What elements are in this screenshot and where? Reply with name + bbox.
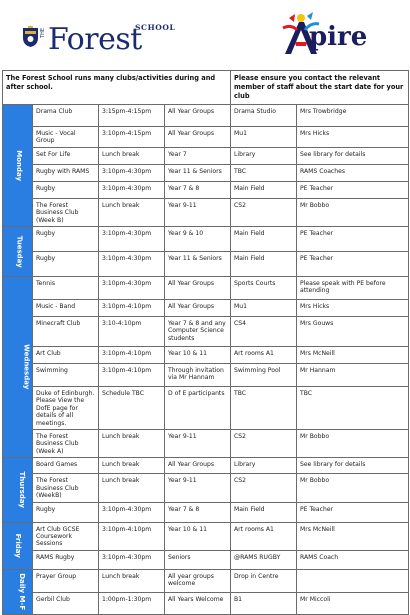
- staff-cell: See library for details: [297, 458, 409, 474]
- table-row: [3, 105, 409, 127]
- forest-school-logo: [22, 20, 176, 62]
- table-row: [3, 198, 409, 226]
- time-cell: Lunch break: [99, 458, 165, 474]
- time-cell: Lunch break: [99, 147, 165, 164]
- staff-cell: Mr Bobbo: [297, 430, 409, 458]
- club-name-cell: Gerbil Club: [33, 592, 99, 614]
- location-cell: CS4: [231, 317, 297, 347]
- intro-left: The Forest School runs many clubs/activities during and after school.: [3, 71, 231, 105]
- day-cell-wednesday: [3, 277, 33, 458]
- time-cell: 3:10pm-4:30pm: [99, 227, 165, 252]
- year-group-cell: All year groups welcome: [165, 569, 231, 592]
- clubs-table-container: [2, 70, 408, 615]
- staff-cell: TBC: [297, 387, 409, 430]
- table-row: [3, 164, 409, 181]
- day-label: Thursday: [17, 471, 26, 509]
- staff-cell: Mrs Hicks: [297, 300, 409, 317]
- table-row: [3, 227, 409, 252]
- club-name-cell: The Forest Business Club (WeekB): [33, 474, 99, 502]
- year-group-cell: Year 11 & Seniors: [165, 164, 231, 181]
- club-name-cell: Board Games: [33, 458, 99, 474]
- staff-cell: Mrs Hicks: [297, 127, 409, 148]
- time-cell: 3:10pm-4:10pm: [99, 364, 165, 387]
- location-cell: Main Field: [231, 181, 297, 198]
- staff-cell: PE Teacher: [297, 181, 409, 198]
- day-cell-daily-m-f: [3, 569, 33, 614]
- location-cell: TBC: [231, 387, 297, 430]
- table-row: [3, 300, 409, 317]
- club-name-cell: Rugby with RAMS: [33, 164, 99, 181]
- table-row: [3, 277, 409, 300]
- club-name-cell: Music - Band: [33, 300, 99, 317]
- time-cell: 3:10pm-4:30pm: [99, 164, 165, 181]
- year-group-cell: Year 7 & 8 and any Computer Science students: [165, 317, 231, 347]
- club-name-cell: Set For Life: [33, 147, 99, 164]
- intro-right: Please ensure you contact the relevant member of staff about the start date for your club: [231, 71, 409, 105]
- day-cell-friday: [3, 522, 33, 569]
- location-cell: CS2: [231, 198, 297, 226]
- year-group-cell: All Year Groups: [165, 300, 231, 317]
- table-row: [3, 317, 409, 347]
- time-cell: 3:10pm-4:10pm: [99, 347, 165, 364]
- club-name-cell: Prayer Group: [33, 569, 99, 592]
- time-cell: Lunch break: [99, 474, 165, 502]
- staff-cell: Please speak with PE before attending: [297, 277, 409, 300]
- year-group-cell: Year 7 & 8: [165, 502, 231, 522]
- year-group-cell: All Years Welcome: [165, 592, 231, 614]
- club-name-cell: Rugby: [33, 181, 99, 198]
- club-name-cell: The Forest Business Club (Week A): [33, 430, 99, 458]
- time-cell: 3:10pm-4:30pm: [99, 277, 165, 300]
- school-label: SCHOOL: [135, 23, 176, 32]
- year-group-cell: D of E participants: [165, 387, 231, 430]
- club-name-cell: Minecraft Club: [33, 317, 99, 347]
- time-cell: Lunch break: [99, 430, 165, 458]
- table-row: [3, 522, 409, 550]
- staff-cell: See library for details: [297, 147, 409, 164]
- location-cell: Drop in Centre: [231, 569, 297, 592]
- staff-cell: Mr Bobbo: [297, 198, 409, 226]
- year-group-cell: Year 10 & 11: [165, 347, 231, 364]
- club-name-cell: Duke of Edinburgh. Please View the DofE page for details of all meetings.: [33, 387, 99, 430]
- day-cell-thursday: [3, 458, 33, 522]
- club-name-cell: The Forest Business Club (Week B): [33, 198, 99, 226]
- table-row: [3, 364, 409, 387]
- aspire-logo: [277, 12, 397, 62]
- day-label: Tuesday: [15, 235, 24, 268]
- staff-cell: Mr Bobbo: [297, 474, 409, 502]
- staff-cell: Mr Hannam: [297, 364, 409, 387]
- year-group-cell: Year 9-11: [165, 474, 231, 502]
- year-group-cell: Year 9 & 10: [165, 227, 231, 252]
- table-row: [3, 569, 409, 592]
- staff-cell: Mrs McNeill: [297, 522, 409, 550]
- location-cell: Sports Courts: [231, 277, 297, 300]
- staff-cell: PE Teacher: [297, 252, 409, 277]
- club-name-cell: RAMS Rugby: [33, 550, 99, 569]
- year-group-cell: All Year Groups: [165, 277, 231, 300]
- table-row: [3, 592, 409, 614]
- table-row: [3, 550, 409, 569]
- location-cell: Swimming Pool: [231, 364, 297, 387]
- location-cell: Art rooms A1: [231, 347, 297, 364]
- staff-cell: PE Teacher: [297, 502, 409, 522]
- location-cell: TBC: [231, 164, 297, 181]
- club-name-cell: Swimming: [33, 364, 99, 387]
- year-group-cell: Year 7 & 8: [165, 181, 231, 198]
- the-label: THE: [40, 28, 46, 38]
- day-label: Wednesday: [22, 344, 31, 390]
- staff-cell: RAMS Coach: [297, 550, 409, 569]
- year-group-cell: Through invitation via Mr Hannam: [165, 364, 231, 387]
- time-cell: 1:00pm-1:30pm: [99, 592, 165, 614]
- club-name-cell: Drama Club: [33, 105, 99, 127]
- table-row: [3, 252, 409, 277]
- location-cell: @RAMS RUGBY: [231, 550, 297, 569]
- club-name-cell: Rugby: [33, 252, 99, 277]
- staff-cell: [297, 569, 409, 592]
- staff-cell: Mrs Trowbridge: [297, 105, 409, 127]
- year-group-cell: Year 11 & Seniors: [165, 252, 231, 277]
- day-label: Daily M-F: [18, 573, 27, 611]
- intro-row: [3, 71, 409, 105]
- clubs-table: [2, 70, 409, 615]
- time-cell: 3:10pm-4:30pm: [99, 502, 165, 522]
- time-cell: 3:10pm-4:30pm: [99, 550, 165, 569]
- staff-cell: Mrs McNeill: [297, 347, 409, 364]
- table-row: [3, 458, 409, 474]
- club-name-cell: Art Club: [33, 347, 99, 364]
- location-cell: Mu1: [231, 300, 297, 317]
- club-name-cell: Art Club GCSE Coursework Sessions: [33, 522, 99, 550]
- staff-cell: RAMS Coaches: [297, 164, 409, 181]
- time-cell: 3:10pm-4:30pm: [99, 252, 165, 277]
- time-cell: 3:10pm-4:15pm: [99, 127, 165, 148]
- year-group-cell: Year 9-11: [165, 430, 231, 458]
- staff-cell: PE Teacher: [297, 227, 409, 252]
- location-cell: Main Field: [231, 502, 297, 522]
- club-name-cell: Rugby: [33, 502, 99, 522]
- location-cell: Drama Studio: [231, 105, 297, 127]
- table-row: [3, 387, 409, 430]
- day-label: Friday: [14, 533, 23, 558]
- staff-cell: Mrs Gouws: [297, 317, 409, 347]
- club-name-cell: Rugby: [33, 227, 99, 252]
- time-cell: 3:10pm-4:10pm: [99, 300, 165, 317]
- location-cell: Mu1: [231, 127, 297, 148]
- location-cell: Art rooms A1: [231, 522, 297, 550]
- time-cell: 3:10-4:10pm: [99, 317, 165, 347]
- table-row: [3, 474, 409, 502]
- page-header: [0, 0, 410, 62]
- table-row: [3, 147, 409, 164]
- time-cell: 3:10pm-4:10pm: [99, 522, 165, 550]
- time-cell: Schedule TBC: [99, 387, 165, 430]
- day-label: Monday: [15, 150, 24, 181]
- day-cell-tuesday: [3, 227, 33, 277]
- year-group-cell: Year 10 & 11: [165, 522, 231, 550]
- table-row: [3, 430, 409, 458]
- location-cell: CS2: [231, 430, 297, 458]
- location-cell: Main Field: [231, 252, 297, 277]
- time-cell: Lunch break: [99, 198, 165, 226]
- year-group-cell: All Year Groups: [165, 127, 231, 148]
- staff-cell: Mr Miccoli: [297, 592, 409, 614]
- time-cell: 3:15pm-4:15pm: [99, 105, 165, 127]
- aspire-wordmark: pire: [309, 22, 368, 52]
- location-cell: CS2: [231, 474, 297, 502]
- crest-icon: [22, 26, 39, 48]
- club-name-cell: Music - Vocal Group: [33, 127, 99, 148]
- year-group-cell: Year 7: [165, 147, 231, 164]
- day-cell-monday: [3, 105, 33, 227]
- year-group-cell: Seniors: [165, 550, 231, 569]
- table-row: [3, 502, 409, 522]
- time-cell: Lunch break: [99, 569, 165, 592]
- year-group-cell: Year 9-11: [165, 198, 231, 226]
- table-row: [3, 347, 409, 364]
- year-group-cell: All Year Groups: [165, 105, 231, 127]
- location-cell: Library: [231, 147, 297, 164]
- time-cell: 3:10pm-4:30pm: [99, 181, 165, 198]
- location-cell: Library: [231, 458, 297, 474]
- forest-word: Forest: [48, 22, 142, 57]
- table-row: [3, 127, 409, 148]
- year-group-cell: All Year Groups: [165, 458, 231, 474]
- club-name-cell: Tennis: [33, 277, 99, 300]
- location-cell: Main Field: [231, 227, 297, 252]
- table-row: [3, 181, 409, 198]
- location-cell: B1: [231, 592, 297, 614]
